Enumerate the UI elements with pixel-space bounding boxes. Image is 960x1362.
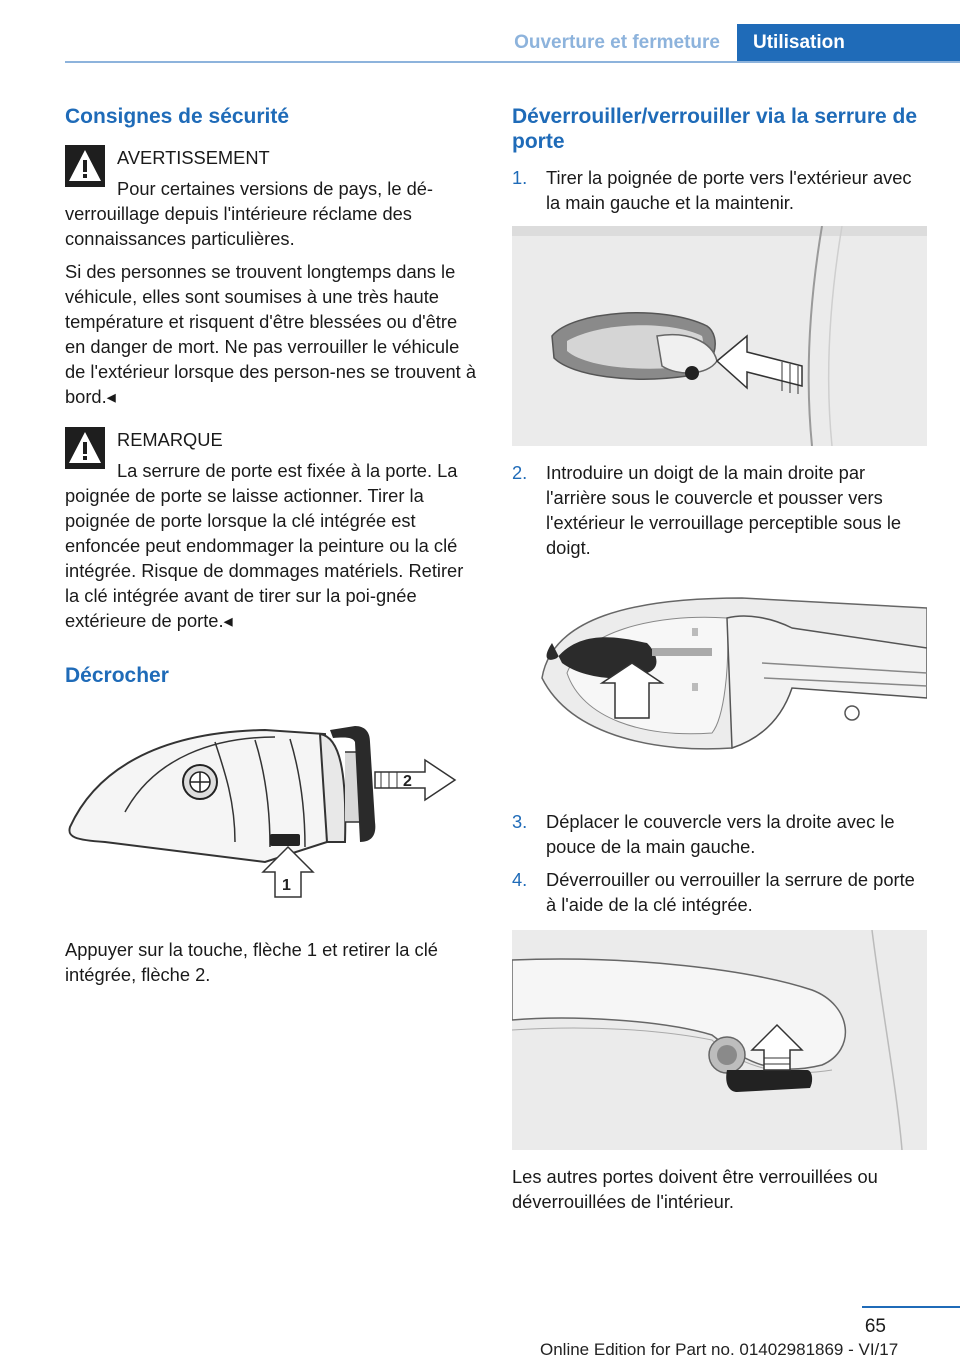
notice-label: REMARQUE bbox=[117, 429, 223, 450]
steps-list-3 bbox=[512, 809, 927, 917]
door-lock-title: Déverrouiller/verrouiller via la serrure de porte bbox=[512, 105, 918, 153]
decrocher-title: Décrocher bbox=[65, 664, 169, 687]
notice-text-first-line: La serrure de porte est fixée à la porte. La bbox=[117, 460, 458, 481]
step-item: 3. Déplacer le couvercle vers la droite avec le pouce de la main gauche. bbox=[512, 811, 895, 857]
arrow-label-1: 1 bbox=[282, 877, 291, 894]
warning-block-1 bbox=[65, 145, 480, 409]
closing-text: Les autres portes doivent être verrouillées ou déverrouillées de l'intérieur. bbox=[512, 1166, 878, 1212]
notice-block bbox=[65, 427, 480, 633]
door-handle-figure bbox=[512, 226, 927, 446]
page-number: 65 bbox=[864, 1316, 886, 1337]
key-in-lock-figure bbox=[512, 930, 927, 1150]
steps-list-1 bbox=[512, 165, 927, 215]
header-tab-utilisation[interactable]: Utilisation bbox=[737, 24, 960, 63]
warning-text-first-line: Pour certaines versions de pays, le dé‐ bbox=[117, 178, 434, 199]
key-caption: Appuyer sur la touche, flèche 1 et retirer la clé intégrée, flèche 2. bbox=[65, 939, 438, 985]
step-item: 2. Introduire un doigt de la main droite par l'arrière sous le couvercle et pousser vers l'extérieur le verrouillage perceptible sous le doigt. bbox=[512, 462, 902, 558]
lock-cover-figure bbox=[512, 588, 927, 758]
step-item: 1. Tirer la poignée de porte vers l'extérieur avec la main gauche et la maintenir. bbox=[512, 167, 912, 213]
left-column bbox=[65, 100, 480, 688]
arrow-label-2: 2 bbox=[403, 773, 412, 790]
header-section-title: Ouverture et fermeture bbox=[514, 32, 720, 53]
header-divider bbox=[65, 61, 960, 63]
step-item: 4. Déverrouiller ou verrouiller la serrure de porte à l'aide de la clé intégrée. bbox=[512, 869, 915, 915]
warning-label: AVERTISSEMENT bbox=[117, 147, 270, 168]
right-column bbox=[512, 100, 927, 215]
warning-text: verrouillage depuis l'intérieure réclame des connaissances particulières. bbox=[65, 203, 412, 249]
footer-divider bbox=[862, 1306, 960, 1308]
safety-title: Consignes de sécurité bbox=[65, 105, 290, 128]
notice-text: poignée de porte se laisse actionner. Tirer la poignée de porte lorsque la clé intégrée est enfoncée peut endommager la peinture ou la clé intégrée. Risque de dommages matériels. Retirer la clé intégrée avant de tirer sur la poi‐gnée extérieure de porte.◂ bbox=[65, 485, 464, 631]
notice-triangle-icon bbox=[65, 427, 105, 469]
warning-triangle-icon bbox=[65, 145, 105, 187]
steps-list-2 bbox=[512, 460, 927, 560]
warning-text-2: Si des personnes se trouvent longtemps dans le véhicule, elles sont soumises à une très haute température et risquent d'être blessées ou d'être en danger de mort. Ne pas verrouiller le véhicule de l'extérieur lorsque des person‐nes se trouvent à bord.◂ bbox=[65, 261, 476, 407]
key-figure bbox=[65, 712, 480, 902]
footer-edition: Online Edition for Part no. 01402981869 - VI/17 bbox=[540, 1340, 899, 1359]
